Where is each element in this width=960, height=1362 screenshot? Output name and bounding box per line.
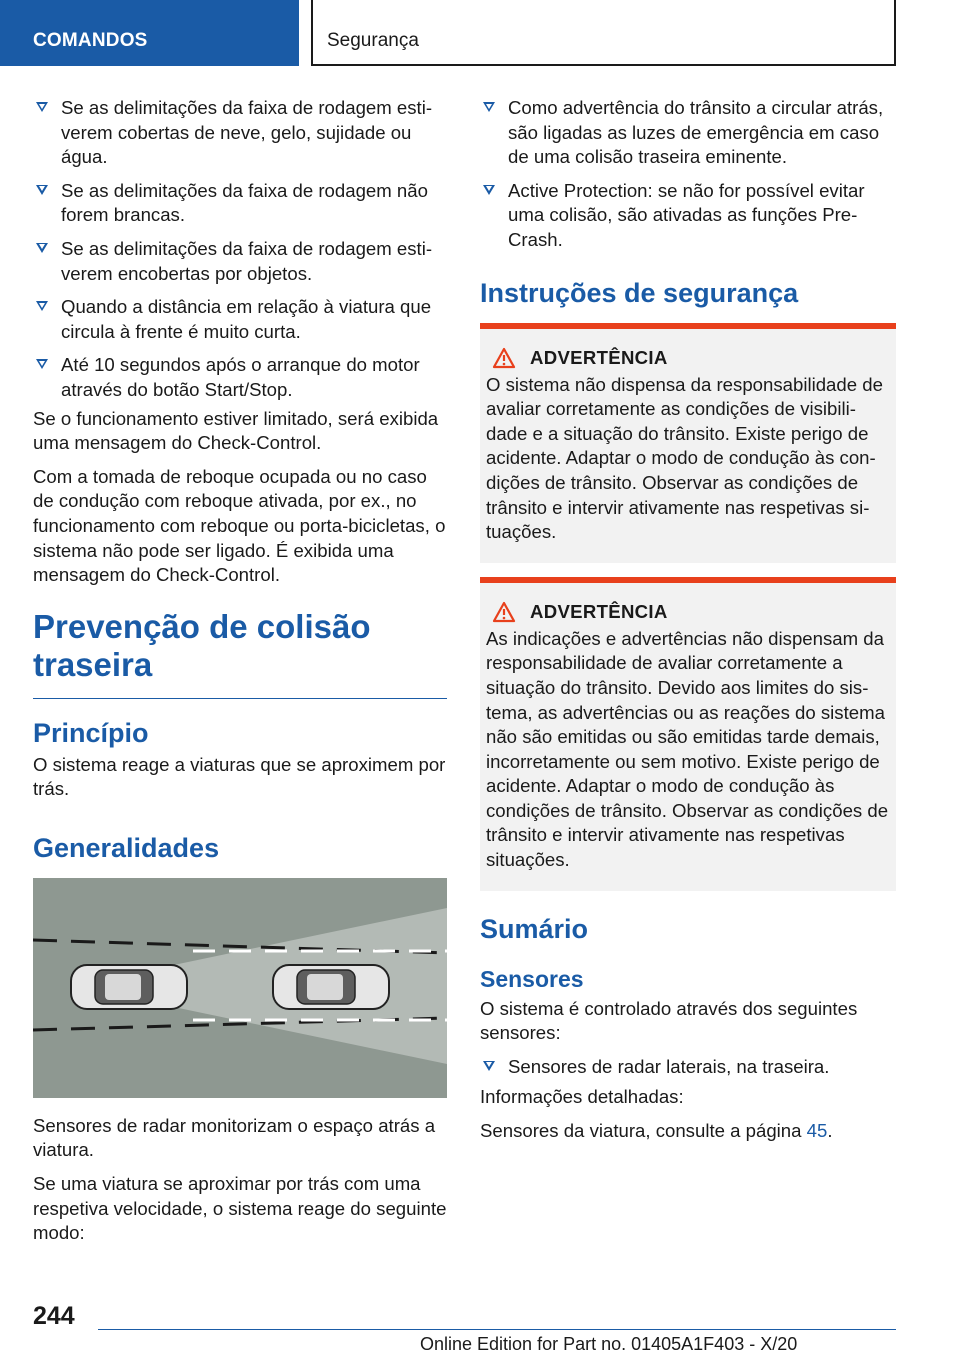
- figure-caption: Sensores de radar monitorizam o espaço atrás a viatura.: [33, 1114, 436, 1161]
- reaction-list: [480, 96, 896, 253]
- car-rear-icon: [71, 965, 187, 1009]
- list-item: Se as delimitações da faixa de rodagem não forem brancas.: [33, 179, 447, 228]
- bullet-triangle-icon: [483, 102, 495, 112]
- list-item: Se as delimitações da faixa de rodagem estiverem cobertas de neve, gelo, sujidade ou água.: [33, 96, 447, 170]
- car-front-icon: [273, 965, 389, 1009]
- section-label: Segurança: [327, 30, 419, 51]
- bullet-triangle-icon: [483, 185, 495, 195]
- list-item: Até 10 segundos após o arranque do motor através do botão Start/Stop.: [33, 353, 447, 402]
- bullet-triangle-icon: [483, 1061, 495, 1071]
- paragraph-trailer: Com a tomada de reboque ocupada ou no caso de condução com reboque ativada, por ex., no funcionamento com reboque ou porta-bicicletas, o sistema não pode ser ligado. É exibida uma mensagem do Check-Control.: [33, 465, 446, 586]
- warning-triangle-icon: [492, 601, 516, 623]
- paragraph-principio: O sistema reage a viaturas que se aproximem por trás.: [33, 753, 446, 800]
- title-divider: [33, 698, 447, 699]
- warning-text: O sistema não dispensa da responsabilidade de avaliar corretamente as condições de visibilidade e a situação do trânsito. Existe perigo de acidente. Adaptar o modo de condução às condições de trânsito. Observar as condições de trânsito e intervir ativamente nas respetivas situações.: [486, 373, 883, 543]
- paragraph-approach: Se uma viatura se aproximar por trás com uma respetiva velocidade, o sistema reage do seguinte modo:: [33, 1173, 447, 1244]
- info-reference: Sensores da viatura, consulte a página 45.: [480, 1120, 833, 1142]
- warning-text: As indicações e advertências não dispensam da responsabilidade de avaliar corretamente a situação do trânsito. Devido aos limites do sistema, as advertências ou as reações do sistema não são emitidas ou são emitidas tarde demais, incorretamente ou sem motivo. Existe perigo de acidente. Adaptar o modo de condução às condições de trânsito. Observar as condições de trânsito e intervir ativamente nas respetivas situações.: [486, 627, 889, 871]
- list-item: Sensores de radar laterais, na traseira.: [480, 1055, 896, 1080]
- bullet-triangle-icon: [36, 359, 48, 369]
- chapter-tab[interactable]: [0, 0, 299, 66]
- page-number: 244: [33, 1302, 75, 1330]
- heading-principio: Princípio: [33, 717, 149, 748]
- rear-radar-illustration: [33, 878, 447, 1098]
- heading-sensores: Sensores: [480, 965, 584, 992]
- footer-divider: [98, 1329, 896, 1330]
- bullet-triangle-icon: [36, 185, 48, 195]
- warning-box: [480, 323, 896, 563]
- list-item: Quando a distância em relação à viatura que circula à frente é muito curta.: [33, 295, 447, 344]
- bullet-triangle-icon: [36, 301, 48, 311]
- heading-sumario: Sumário: [480, 913, 589, 944]
- paragraph-sensores: O sistema é controlado através dos seguintes sensores:: [480, 997, 858, 1044]
- warning-box: [480, 577, 896, 891]
- paragraph-limited: Se o funcionamento estiver limitado, será exibida uma mensagem do Check-Control.: [33, 407, 439, 454]
- bullet-triangle-icon: [36, 243, 48, 253]
- list-item: Active Protection: se não for possível evitar uma colisão, são ativadas as funções Pre-Crash.: [480, 179, 896, 253]
- page-title: Prevenção de colisão traseira: [33, 607, 371, 683]
- radar-diagram: [33, 878, 447, 1098]
- limitations-list: [33, 96, 447, 403]
- warning-triangle-icon: [492, 347, 516, 369]
- warning-title: ADVERTÊNCIA: [530, 346, 668, 368]
- heading-instrucoes: Instruções de segurança: [480, 277, 799, 308]
- sensors-list: [480, 1055, 896, 1080]
- edition-footer: Online Edition for Part no. 01405A1F403 - X/20: [420, 1334, 798, 1354]
- list-item: Se as delimitações da faixa de rodagem estiverem encobertas por objetos.: [33, 237, 447, 286]
- page-link[interactable]: 45: [806, 1120, 828, 1142]
- list-item: Como advertência do trânsito a circular atrás, são ligadas as luzes de emergência em caso de uma colisão traseira eminente.: [480, 96, 896, 170]
- warning-title: ADVERTÊNCIA: [530, 600, 668, 622]
- chapter-tab-label: COMANDOS: [33, 30, 148, 51]
- left-column: [33, 96, 447, 1255]
- right-column: [480, 96, 896, 1153]
- heading-generalidades: Generalidades: [33, 832, 220, 863]
- bullet-triangle-icon: [36, 102, 48, 112]
- info-label: Informações detalhadas:: [480, 1086, 684, 1108]
- section-header: [311, 0, 896, 66]
